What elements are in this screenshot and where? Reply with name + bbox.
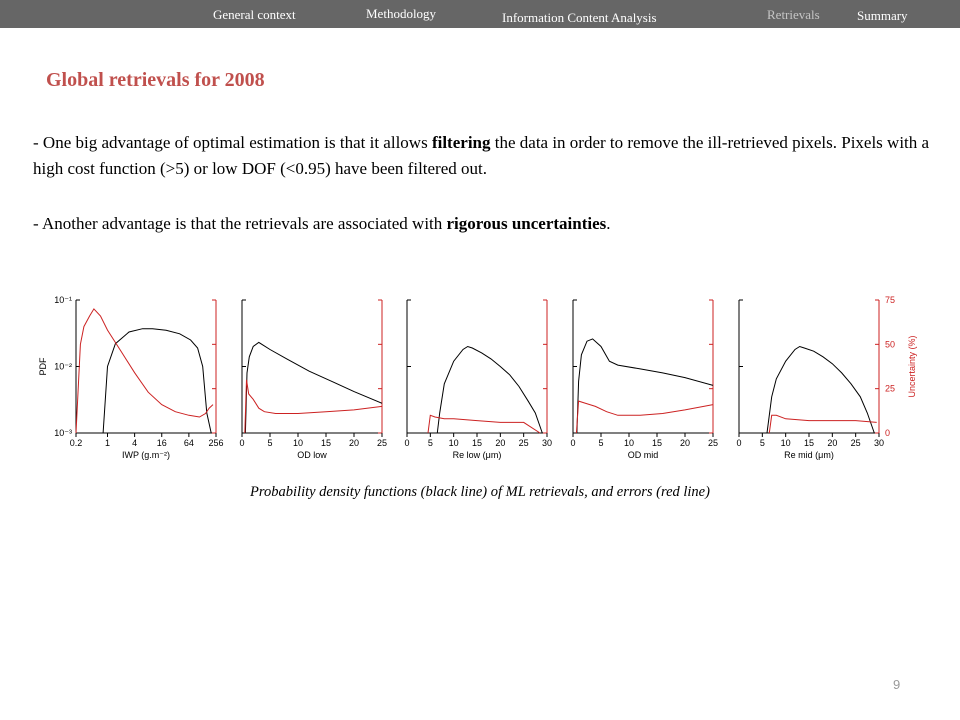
y-tick-label-right: 0 [885, 428, 891, 438]
x-tick-label: 30 [873, 438, 885, 448]
uncertainty-line [245, 380, 382, 433]
uncertainty-line [76, 309, 213, 433]
pdf-figure [20, 285, 960, 475]
x-tick-label: 5 [267, 438, 273, 448]
nav-general-context[interactable]: General context [213, 7, 296, 22]
x-tick-label: 10 [623, 438, 635, 448]
x-tick-label: 20 [679, 438, 691, 448]
y-tick-label-right: 50 [885, 339, 896, 350]
x-tick-label: 0 [736, 438, 742, 448]
uncertainty-line [769, 415, 876, 433]
x-tick-label: 1 [104, 438, 111, 448]
x-tick-label: 25 [518, 438, 529, 448]
x-tick-label: 25 [707, 438, 719, 448]
chart-panel [76, 300, 216, 437]
nav-methodology[interactable]: Methodology [366, 6, 437, 21]
y-tick-label-right: 25 [885, 383, 896, 394]
x-tick-label: 20 [495, 438, 506, 448]
y-tick-label-left: 10⁻² [54, 361, 72, 372]
x-tick-label: 15 [471, 438, 483, 448]
x-axis-label: OD mid [627, 450, 659, 460]
pdf-line [577, 339, 713, 433]
para2-text-start: - Another advantage is that the retrievals are associated with [33, 214, 447, 233]
figure-caption: Probability density functions (black line) of ML retrievals, and errors (red line) [250, 484, 710, 500]
y-tick-label-left: 10⁻¹ [54, 295, 72, 305]
para1-text-end: the data in order to remove the ill-retrieved pixels. Pixels with a high cost function (>5) or low DOF (<0.95) have been filtered out. [33, 133, 930, 178]
x-tick-label: 0 [404, 438, 410, 448]
nav-information-content-analysis[interactable]: Information Content Analysis [502, 10, 657, 25]
x-tick-label: 256 [208, 438, 224, 448]
x-axis-label: Re mid (μm) [784, 450, 834, 460]
x-tick-label: 15 [651, 438, 663, 448]
x-tick-label: 0 [570, 438, 576, 448]
x-tick-label: 5 [598, 438, 604, 448]
x-tick-label: 25 [850, 438, 861, 448]
x-axis-label: IWP (g.m⁻²) [121, 450, 171, 460]
x-tick-label: 0.2 [69, 438, 83, 448]
nav-summary[interactable]: Summary [857, 8, 908, 23]
x-tick-label: 30 [541, 438, 553, 448]
x-axis-label: Re low (μm) [452, 450, 502, 460]
x-axis-label: OD low [297, 450, 327, 460]
top-navigation-bar [0, 0, 960, 28]
pdf-line [103, 329, 211, 433]
chart-panel [242, 300, 382, 437]
x-tick-label: 20 [348, 438, 360, 448]
para2-bold: rigorous uncertainties [446, 214, 607, 233]
y-tick-label-left: 10⁻³ [54, 428, 72, 438]
chart-panel [573, 300, 713, 437]
slide-title: Global retrievals for 2008 [46, 69, 265, 91]
x-tick-label: 20 [827, 438, 838, 448]
x-tick-label: 0 [239, 438, 245, 448]
chart-panel [407, 300, 547, 437]
x-tick-label: 15 [320, 438, 332, 448]
para1-bold: filtering [431, 133, 491, 152]
y-tick-label-right: 75 [885, 295, 896, 305]
para1-text-start: - One big advantage of optimal estimation is that it allows [33, 133, 432, 152]
x-tick-label: 16 [156, 438, 167, 448]
y-axis-label-right: Uncertainty (%) [907, 335, 917, 398]
para2-text-end: . [606, 214, 611, 233]
x-tick-label: 64 [183, 438, 194, 448]
uncertainty-line [576, 401, 713, 433]
paragraph-uncertainties [33, 211, 933, 237]
x-tick-label: 10 [448, 438, 459, 448]
x-tick-label: 10 [292, 438, 304, 448]
x-tick-label: 5 [759, 438, 765, 448]
y-axis-label-left: PDF [38, 357, 48, 376]
x-tick-label: 4 [132, 438, 138, 448]
x-tick-label: 25 [376, 438, 388, 448]
page-number: 9 [893, 677, 901, 692]
paragraph-filtering [33, 130, 933, 182]
pdf-line [245, 342, 382, 433]
pdf-line [767, 347, 874, 434]
pdf-line [437, 347, 542, 434]
chart-panel [739, 300, 879, 437]
x-tick-label: 15 [803, 438, 815, 448]
x-tick-label: 10 [780, 438, 791, 448]
x-tick-label: 5 [427, 438, 433, 448]
nav-retrievals[interactable]: Retrievals [767, 7, 820, 22]
uncertainty-line [428, 415, 540, 433]
